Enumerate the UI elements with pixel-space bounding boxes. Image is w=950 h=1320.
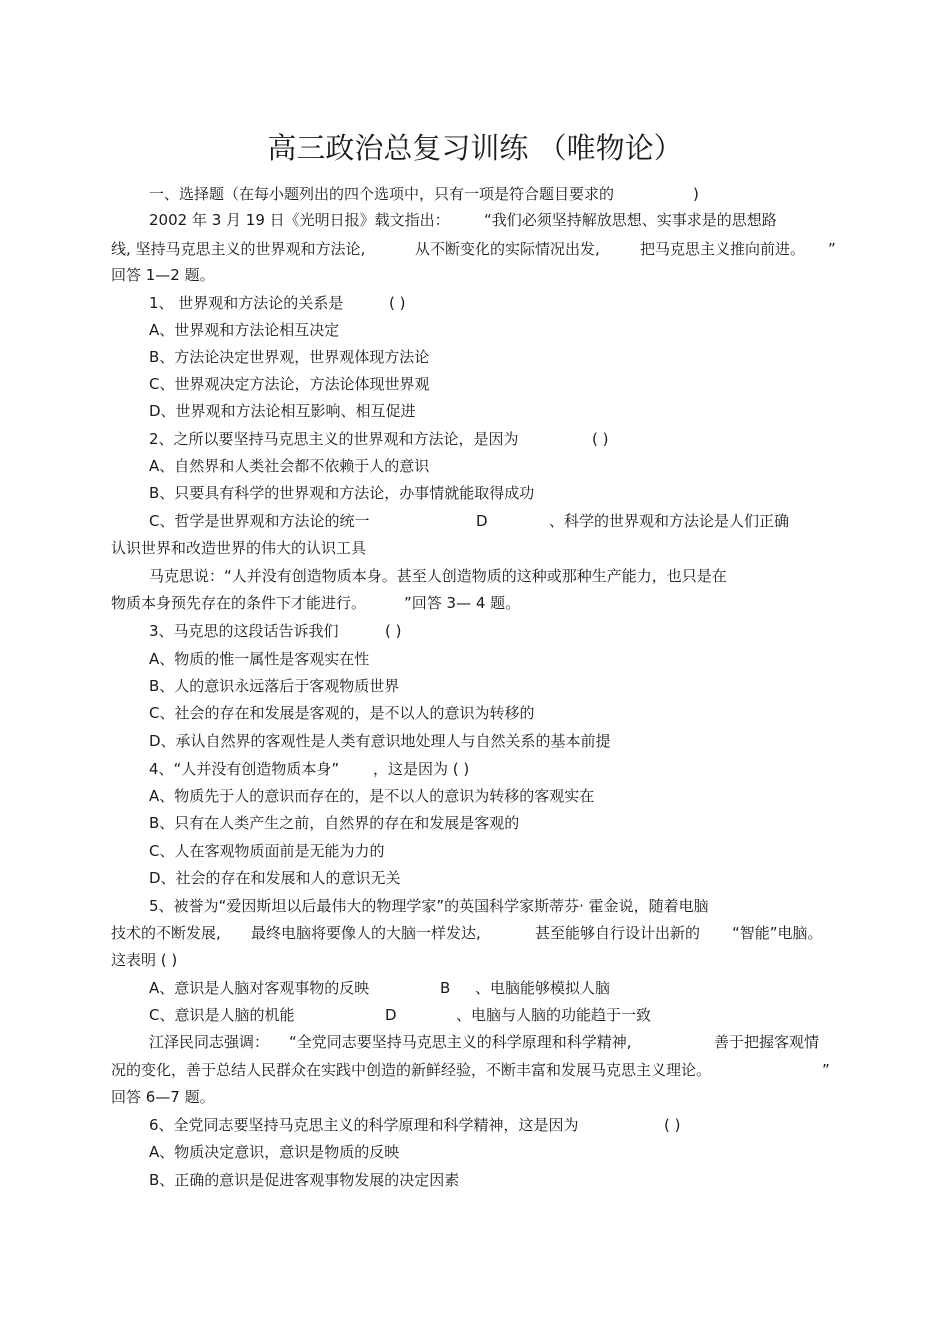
section-heading: 一、选择题（在每小题列出的四个选项中，只有一项是符合题目要求的 [149, 185, 615, 203]
q1-option-b: B、方法论决定世界观，世界观体现方法论 [149, 348, 430, 366]
intro3-line3: 回答 6—7 题。 [111, 1088, 215, 1106]
intro1-line3: 回答 1—2 题。 [111, 266, 215, 284]
q1-option-c: C、世界观决定方法论，方法论体现世界观 [149, 375, 430, 393]
q3-option-a: A、物质的惟一属性是客观实在性 [149, 650, 370, 668]
q5-stem-line3: 这表明 ( ) [111, 951, 178, 969]
intro1-line2-d: ” [828, 240, 836, 258]
intro1-line2-c: 把马克思主义推向前进。 [640, 240, 806, 258]
q1-option-d: D、世界观和方法论相互影响、相互促进 [149, 402, 416, 420]
q2-option-b: B、只要具有科学的世界观和方法论，办事情就能取得成功 [149, 484, 535, 502]
q2-answer-paren: ( ) [592, 430, 609, 448]
q3-answer-paren: ( ) [385, 622, 402, 640]
q2-option-c: C、哲学是世界观和方法论的统一 [149, 512, 370, 530]
q2-stem: 2、之所以要坚持马克思主义的世界观和方法论，是因为 [149, 430, 519, 448]
q4-option-c: C、人在客观物质面前是无能为力的 [149, 842, 385, 860]
intro3-line1-c: 善于把握客观情 [714, 1033, 820, 1051]
intro1-line2-b: 从不断变化的实际情况出发, [415, 240, 600, 258]
q4-option-a: A、物质先于人的意识而存在的，是不以人的意识为转移的客观实在 [149, 787, 595, 805]
q3-stem: 3、马克思的这段话告诉我们 [149, 622, 339, 640]
q1-answer-paren: ( ) [389, 294, 406, 312]
q3-option-c: C、社会的存在和发展是客观的，是不以人的意识为转移的 [149, 704, 535, 722]
intro2-line1: 马克思说：“人并没有创造物质本身。甚至人创造物质的这种或那种生产能力，也只是在 [149, 567, 727, 585]
q4-stem-a: 4、“人并没有创造物质本身” [149, 760, 340, 778]
q5-stem-line1: 5、被誉为“爱因斯坦以后最伟大的物理学家”的英国科学家斯蒂芬· 霍金说，随着电脑 [149, 897, 709, 915]
intro1-line1-a: 2002 年 3 月 19 日《光明日报》载文指出： [149, 211, 450, 229]
q5-option-b-letter: B [440, 979, 451, 997]
q6-stem: 6、全党同志要坚持马克思主义的科学原理和科学精神，这是因为 [149, 1116, 579, 1134]
q1-option-a: A、世界观和方法论相互决定 [149, 321, 340, 339]
intro3-line1-a: 江泽民同志强调： [149, 1033, 270, 1051]
q1-stem: 1、 世界观和方法论的关系是 [149, 294, 344, 312]
q2-option-d: 、科学的世界观和方法论是人们正确 [549, 512, 790, 530]
q4-option-d: D、社会的存在和发展和人的意识无关 [149, 869, 401, 887]
q5-option-d-letter: D [385, 1006, 397, 1024]
intro3-line1-b: “全党同志要坚持马克思主义的科学原理和科学精神, [289, 1033, 632, 1051]
q4-option-b: B、只有在人类产生之前，自然界的存在和发展是客观的 [149, 814, 520, 832]
q5-stem-line2-c: 甚至能够自行设计出新的 [535, 924, 701, 942]
q5-option-b: 、电脑能够模拟人脑 [475, 979, 611, 997]
document-title: 高三政治总复习训练 （唯物论） [267, 131, 683, 165]
intro1-line2-a: 线, 坚持马克思主义的世界观和方法论, [111, 240, 366, 258]
q6-option-a: A、物质决定意识，意识是物质的反映 [149, 1143, 400, 1161]
section-heading-end: ) [693, 185, 699, 203]
q6-option-b: B、正确的意识是促进客观事物发展的决定因素 [149, 1171, 460, 1189]
q5-stem-line2-a: 技术的不断发展, [111, 924, 221, 942]
intro3-line2-b: ” [822, 1061, 830, 1079]
q3-option-b: B、人的意识永远落后于客观物质世界 [149, 677, 400, 695]
q2-option-a: A、自然界和人类社会都不依赖于人的意识 [149, 457, 430, 475]
intro3-line2-a: 况的变化，善于总结人民群众在实践中创造的新鲜经验，不断丰富和发展马克思主义理论。 [111, 1061, 712, 1079]
intro1-line1-b: “我们必须坚持解放思想、实事求是的思想路 [484, 211, 777, 229]
q6-answer-paren: ( ) [664, 1116, 681, 1134]
q5-stem-line2-b: 最终电脑将要像人的大脑一样发达, [251, 924, 481, 942]
intro2-line2-a: 物质本身预先存在的条件下才能进行。 [111, 594, 367, 612]
q5-option-d: 、电脑与人脑的功能趋于一致 [456, 1006, 652, 1024]
intro2-line2-b: ”回答 3— 4 题。 [404, 594, 521, 612]
q3-option-d: D、承认自然界的客观性是人类有意识地处理人与自然关系的基本前提 [149, 732, 611, 750]
q4-stem-b: ，这是因为 ( ) [373, 760, 470, 778]
q5-option-a: A、意识是人脑对客观事物的反映 [149, 979, 370, 997]
q2-option-d-letter: D [476, 512, 488, 530]
q5-option-c: C、意识是人脑的机能 [149, 1006, 295, 1024]
q2-option-d-cont: 认识世界和改造世界的伟大的认识工具 [111, 539, 367, 557]
q5-stem-line2-d: “智能”电脑。 [732, 924, 823, 942]
